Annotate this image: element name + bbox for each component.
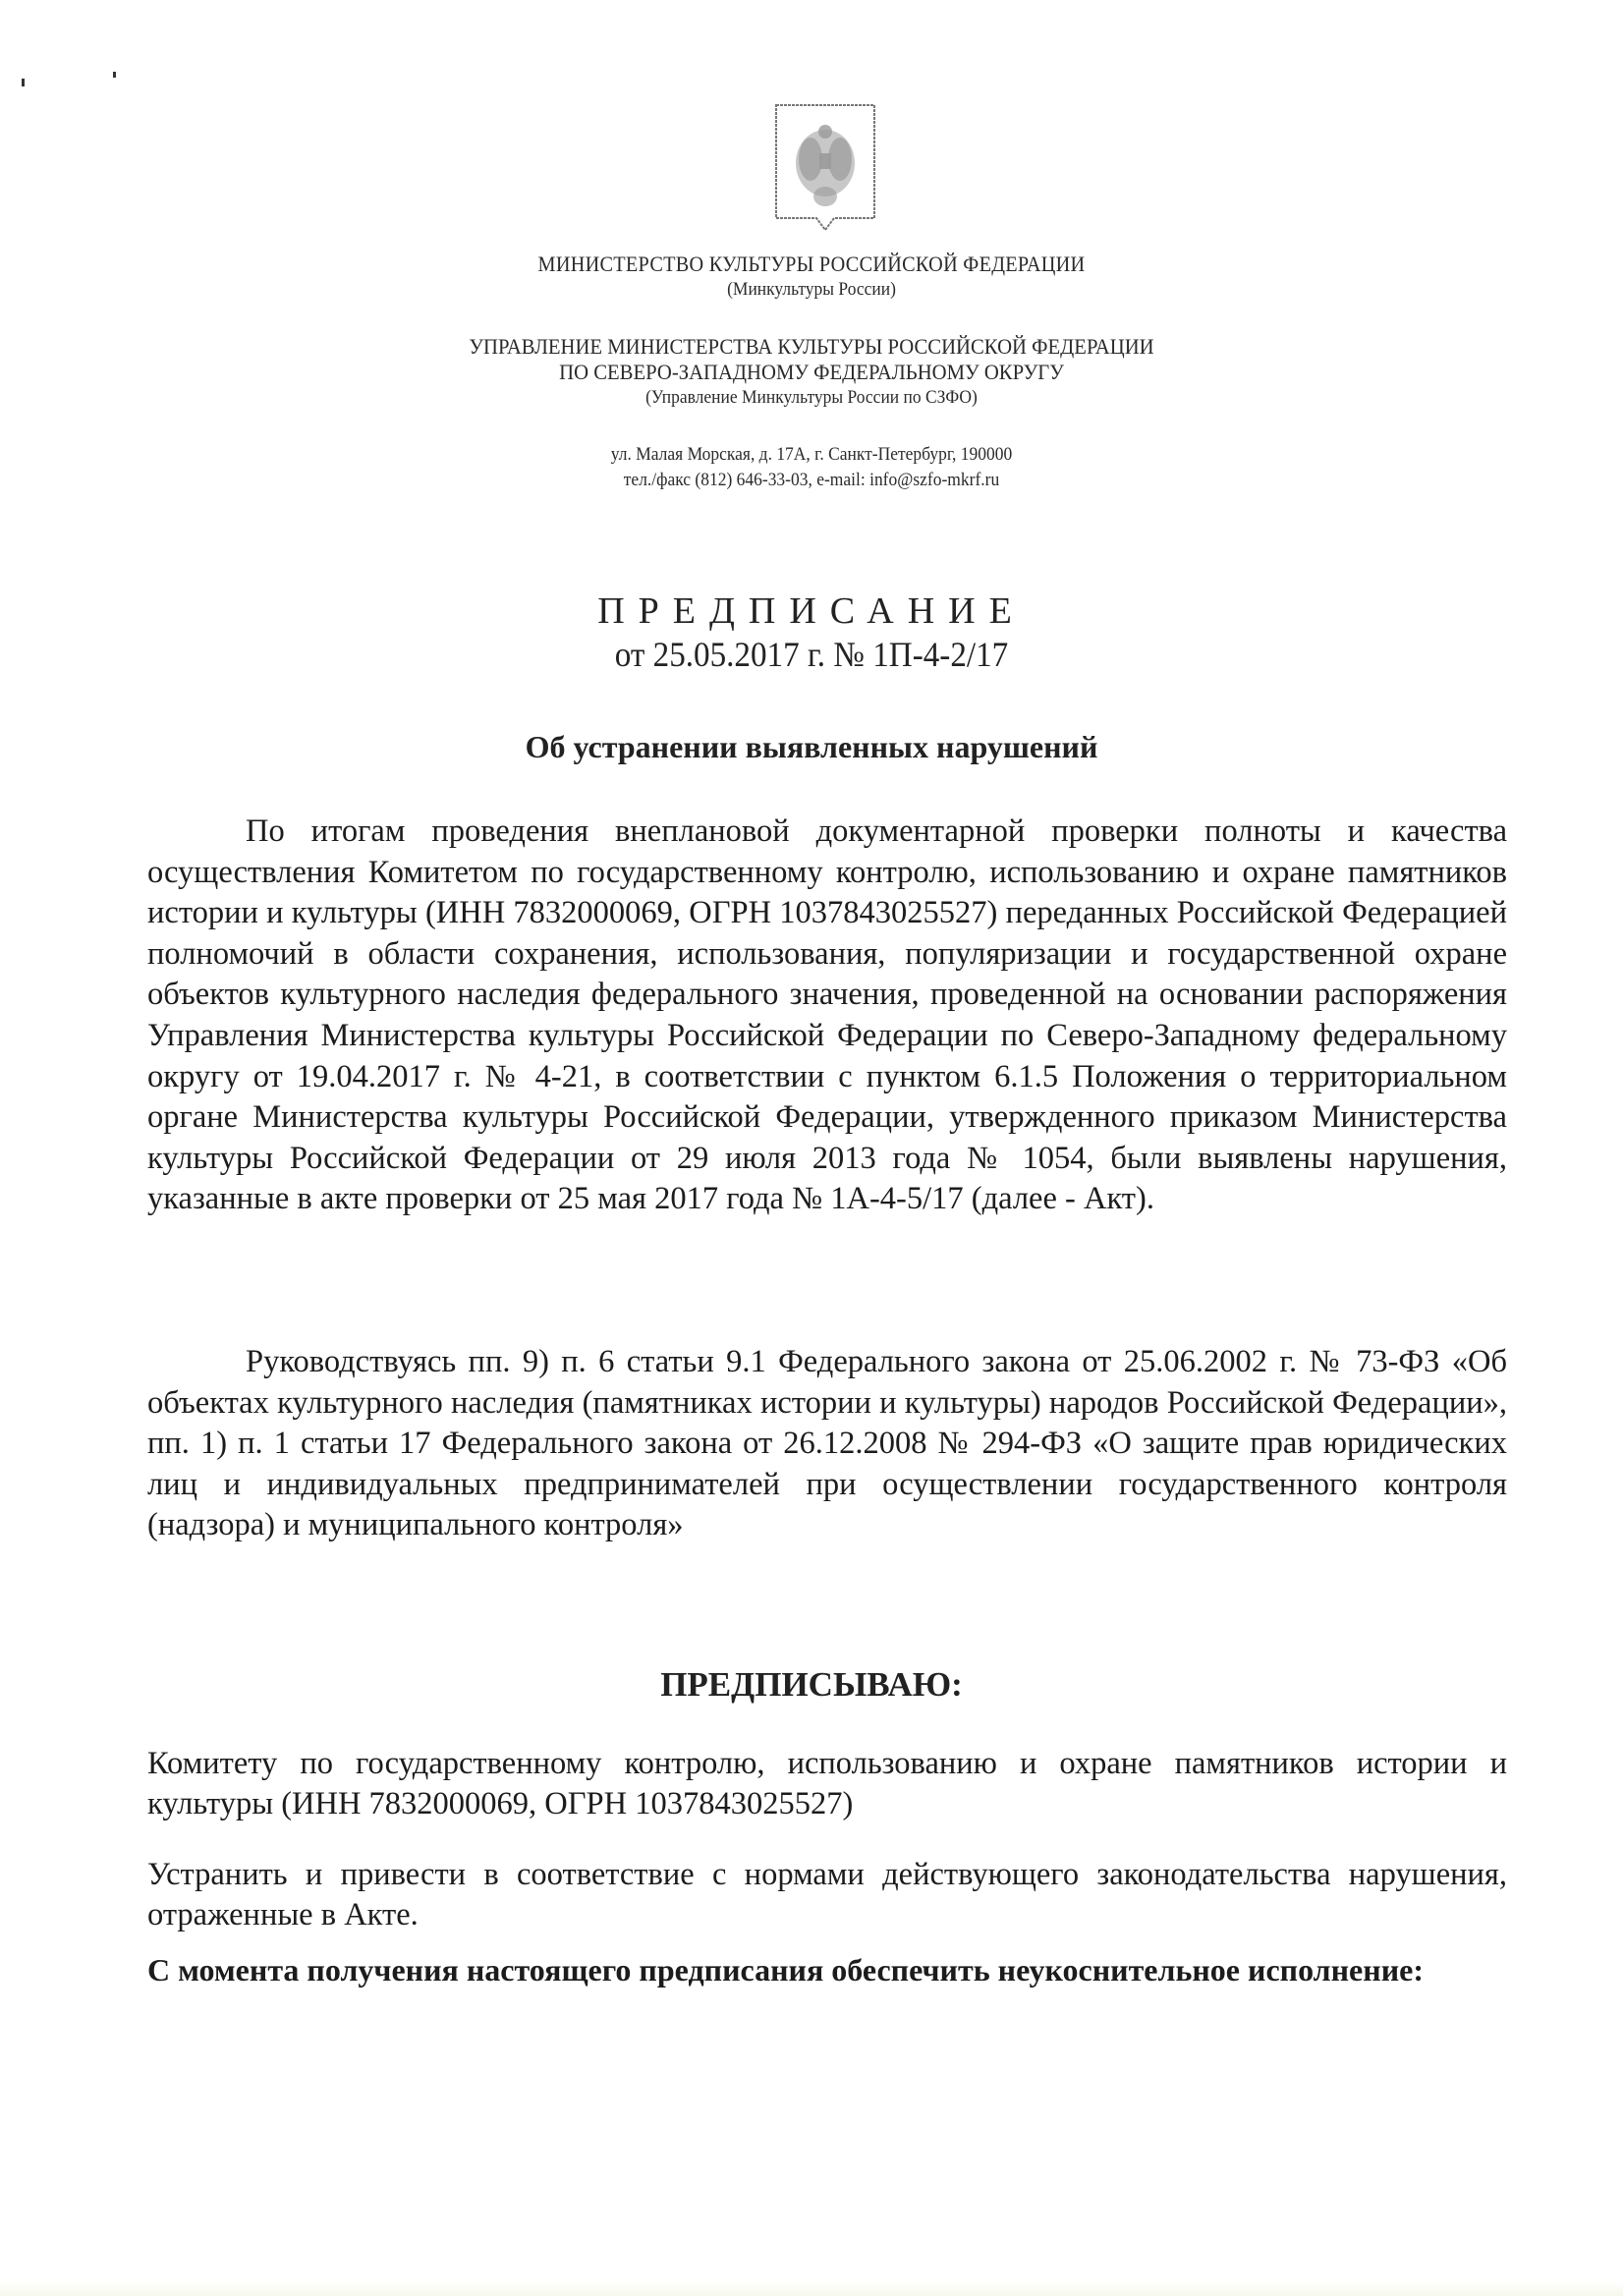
address: ул. Малая Морская, д. 17А, г. Санкт-Петербург, 190000 xyxy=(610,444,1013,465)
ministry-short-name: (Минкультуры России) xyxy=(727,279,896,300)
contacts: тел./факс (812) 646-33-03, e-mail: info@szfo-mkrf.ru xyxy=(623,470,1000,490)
addressee: Комитету по государственному контролю, использованию и охране памятников истории и культуры (ИНН 7832000069, ОГРН 1037843025527) xyxy=(147,1746,1507,1821)
document-subject: Об устранении выявленных нарушений xyxy=(525,729,1098,764)
coat-of-arms-icon xyxy=(773,102,877,240)
paragraph-findings: По итогам проведения внеплановой документарной проверки полноты и качества осуществления Комитетом по государственному контролю, использованию и охране памятников истории и культуры (ИНН 7832000069, ОГРН 1037843025527) переданных Российской Федерацией полномочий в области сохранения, использования, популяризации и государственной охране объектов культурного наследия федерального значения, проведенной на основании распоряжения Управления Министерства культуры Российской Федерации по Северо-Западному федеральному округу от 19.04.2017 г. № 4-21, в соответствии с пунктом 6.1.5 Положения о территориальном органе Министерства культуры Российской Федерации, утвержденного приказом Министерства культуры Российской Федерации от 29 июля 2013 года № 1054, были выявлены нарушения, указанные в акте проверки от 25 мая 2017 года № 1А-4-5/17 (далее - Акт). xyxy=(147,813,1507,1217)
document-title: ПРЕДПИСАНИЕ xyxy=(597,590,1026,632)
document-number: от 25.05.2017 г. № 1П-4-2/17 xyxy=(614,635,1009,674)
order-heading: ПРЕДПИСЫВАЮ: xyxy=(660,1665,963,1704)
execution-clause: С момента получения настоящего предписания обеспечить неукоснительное исполнение: xyxy=(147,1952,1424,1988)
department-name-line2: ПО СЕВЕРО-ЗАПАДНОМУ ФЕДЕРАЛЬНОМУ ОКРУГУ xyxy=(559,360,1064,384)
scan-edge xyxy=(0,2282,1623,2296)
paragraph-legal-basis: Руководствуясь пп. 9) п. 6 статьи 9.1 Федерального закона от 25.06.2002 г. № 73-ФЗ «Об объектах культурного наследия (памятниках истории и культуры) народов Российской Федерации», пп. 1) п. 1 статьи 17 Федерального закона от 26.12.2008 № 294-ФЗ «О защите прав юридических лиц и индивидуальных предпринимателей при осуществлении государственного контроля (надзора) и муниципального контроля» xyxy=(147,1344,1507,1543)
department-name-line1: УПРАВЛЕНИЕ МИНИСТЕРСТВА КУЛЬТУРЫ РОССИЙСКОЙ ФЕДЕРАЦИИ xyxy=(469,334,1154,359)
department-short-name: (Управление Минкультуры России по СЗФО) xyxy=(645,387,978,408)
ministry-name: МИНИСТЕРСТВО КУЛЬТУРЫ РОССИЙСКОЙ ФЕДЕРАЦИИ xyxy=(537,252,1086,276)
instruction: Устранить и привести в соответствие с нормами действующего законодательства нарушения, отраженные в Акте. xyxy=(147,1857,1507,1932)
